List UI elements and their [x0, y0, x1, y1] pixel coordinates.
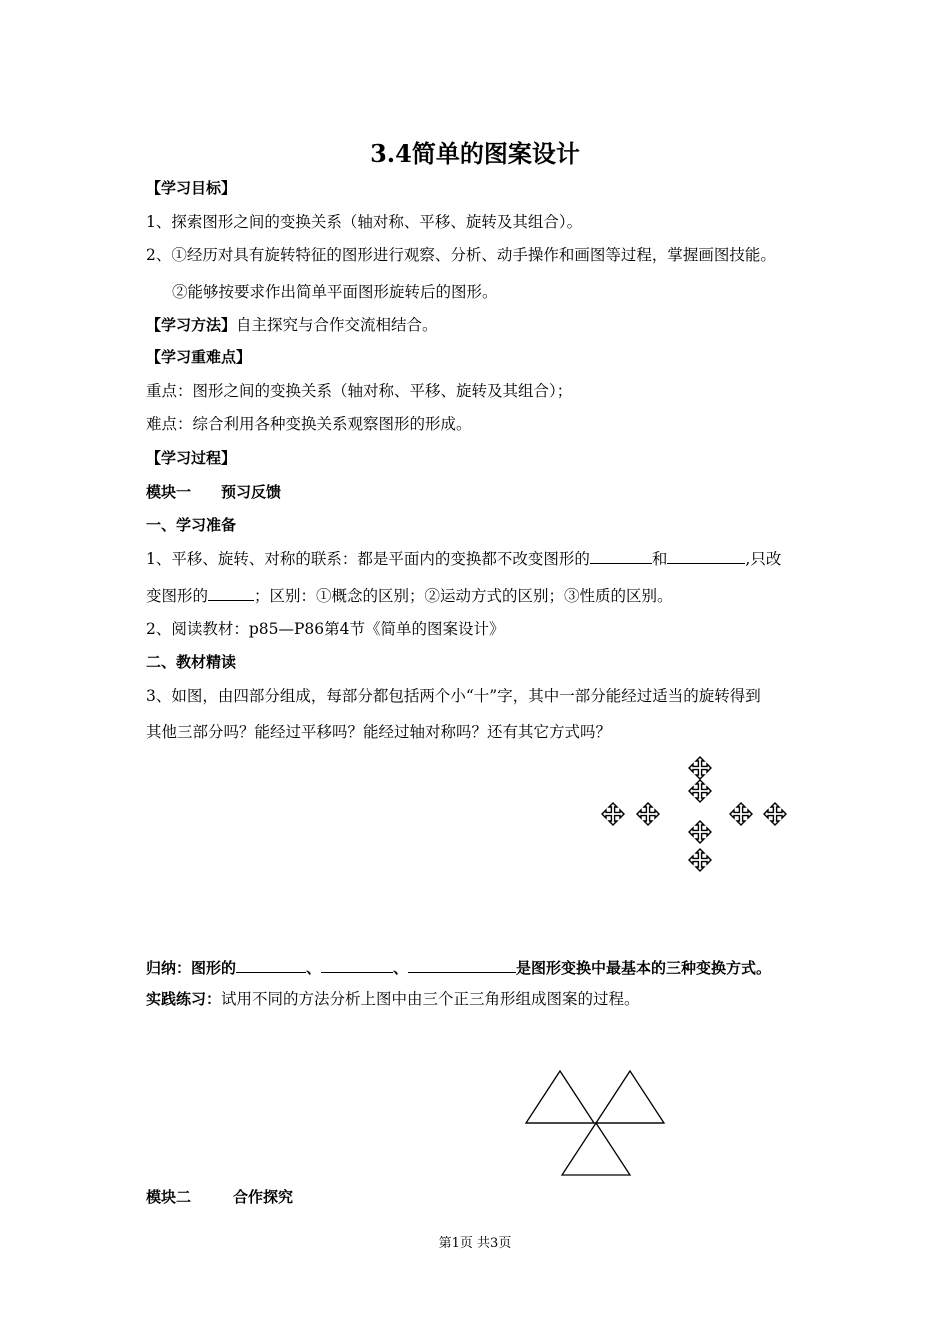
summary-blank-3[interactable] [408, 957, 516, 973]
page-title: 3.4简单的图案设计 [370, 139, 580, 168]
process-heading: 【学习过程】 [146, 449, 237, 467]
question-1-line-1 [146, 548, 781, 569]
summary-blank-2[interactable] [321, 957, 393, 973]
objective-item-2b: ②能够按要求作出简单平面图形旋转后的图形。 [172, 283, 498, 301]
objective-item-1: 1、探索图形之间的变换关系（轴对称、平移、旋转及其组合）。 [146, 213, 583, 231]
summary-line [146, 957, 771, 978]
cross-bottom-2 [689, 849, 711, 871]
page-footer: 第1页 共3页 [438, 1236, 512, 1251]
module1-heading [146, 482, 281, 502]
cross-bottom-1 [689, 821, 711, 843]
method-heading: 【学习方法】 [146, 316, 237, 334]
question-3-line-2: 其他三部分吗？能经过平移吗？能经过轴对称吗？还有其它方式吗？ [146, 723, 612, 741]
practice-text: 试用不同的方法分析上图中由三个正三角形组成图案的过程。 [221, 990, 640, 1008]
triangle-right [596, 1071, 664, 1123]
keypoints-heading: 【学习重难点】 [146, 348, 252, 366]
cross-top-1 [689, 757, 711, 779]
section-1-heading: 一、学习准备 [146, 516, 237, 534]
question-1-line-2 [146, 585, 673, 606]
key-point: 重点：图形之间的变换关系（轴对称、平移、旋转及其组合）； [146, 382, 573, 400]
q1-text-d: ；区别：①概念的区别；②运动方式的区别；③性质的区别。 [254, 587, 673, 605]
triangles-figure [522, 1068, 668, 1180]
question-3-line-1: 3、如图，由四部分组成，每部分都包括两个小“十”字，其中一部分能经过适当的旋转得到 [146, 687, 761, 705]
summary-sep-1: 、 [306, 959, 322, 977]
practice-line [146, 989, 640, 1009]
triangle-bottom [562, 1123, 630, 1175]
summary-blank-1[interactable] [236, 957, 306, 973]
q1-text-b: ,只改 [745, 550, 782, 568]
module1-name: 预习反馈 [221, 483, 282, 501]
cross-pattern-figure [598, 755, 798, 875]
module2-name: 合作探究 [233, 1188, 294, 1206]
cross-top-2 [689, 780, 711, 802]
module2-label: 模块二 [146, 1188, 192, 1206]
summary-suffix: 是图形变换中最基本的三种变换方式。 [516, 959, 772, 977]
objective-item-2: 2、①经历对具有旋转特征的图形进行观察、分析、动手操作和画图等过程，掌握画图技能。 [146, 246, 776, 264]
q1-text-c: 变图形的 [146, 587, 209, 605]
q1-text-and: 和 [651, 550, 668, 568]
method-text: 自主探究与合作交流相结合。 [236, 316, 438, 334]
difficult-point: 难点：综合利用各种变换关系观察图形的形成。 [146, 415, 472, 433]
cross-left-2 [637, 803, 659, 825]
summary-sep-2: 、 [393, 959, 409, 977]
method-line [146, 315, 438, 335]
module2-heading [146, 1187, 293, 1207]
section-2-heading: 二、教材精读 [146, 653, 237, 671]
q1-blank-3[interactable] [208, 585, 254, 601]
module1-label: 模块一 [146, 483, 192, 501]
cross-left-1 [602, 803, 624, 825]
objectives-heading: 【学习目标】 [146, 179, 237, 197]
practice-label: 实践练习： [146, 990, 222, 1008]
question-2: 2、阅读教材：p85—P86第4节《简单的图案设计》 [146, 620, 505, 638]
cross-right-1 [730, 803, 752, 825]
q1-blank-2[interactable] [667, 548, 745, 564]
summary-prefix: 归纳：图形的 [146, 959, 237, 977]
cross-right-2 [764, 803, 786, 825]
triangle-left [526, 1071, 594, 1123]
q1-blank-1[interactable] [590, 548, 652, 564]
q1-text-a: 1、平移、旋转、对称的联系：都是平面内的变换都不改变图形的 [146, 550, 590, 568]
